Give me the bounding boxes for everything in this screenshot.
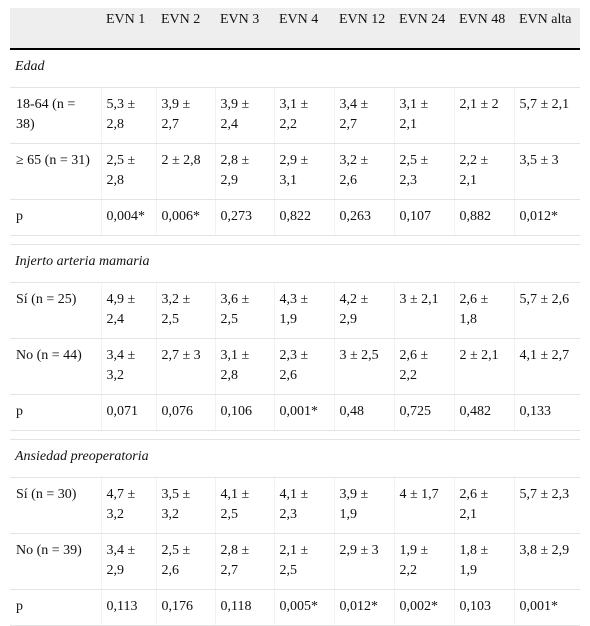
table-cell: 0,118 xyxy=(215,590,274,626)
table-cell: 3,1 ± 2,8 xyxy=(215,339,274,395)
table-cell: 5,7 ± 2,1 xyxy=(514,88,580,144)
section-title: Edad xyxy=(10,49,580,88)
table-cell: 2,7 ± 3 xyxy=(156,339,215,395)
table-cell: 2,3 ± 2,6 xyxy=(274,339,334,395)
table-cell: 1,9 ± 2,2 xyxy=(394,534,454,590)
row-label: Sí (n = 25) xyxy=(10,283,101,339)
table-cell: 2 ± 2,8 xyxy=(156,144,215,200)
table-header xyxy=(10,8,580,49)
table-cell: 0,002* xyxy=(394,590,454,626)
row-label: p xyxy=(10,590,101,626)
table-cell: 0,107 xyxy=(394,200,454,236)
table-cell: 5,3 ± 2,8 xyxy=(101,88,156,144)
table-cell: 0,263 xyxy=(334,200,394,236)
table-row xyxy=(10,144,580,200)
section-title: Ansiedad preoperatoria xyxy=(10,440,580,478)
table-cell: 4,1 ± 2,3 xyxy=(274,478,334,534)
table-cell: 4,7 ± 3,2 xyxy=(101,478,156,534)
row-label: 18-64 (n = 38) xyxy=(10,88,101,144)
table-row xyxy=(10,590,580,626)
table-cell: 2,6 ± 2,2 xyxy=(394,339,454,395)
table-row xyxy=(10,200,580,236)
row-label: No (n = 44) xyxy=(10,339,101,395)
table-cell: 2,5 ± 2,8 xyxy=(101,144,156,200)
table-cell: 3,4 ± 3,2 xyxy=(101,339,156,395)
table-cell: 0,133 xyxy=(514,395,580,431)
header-cell: EVN 3 xyxy=(215,8,274,49)
spacer-cell xyxy=(10,431,580,440)
header-row xyxy=(10,8,580,49)
table-cell: 3,2 ± 2,5 xyxy=(156,283,215,339)
table-cell: 0,113 xyxy=(101,590,156,626)
table-row xyxy=(10,395,580,431)
table-cell: 2,9 ± 3,1 xyxy=(274,144,334,200)
header-cell: EVN 24 xyxy=(394,8,454,49)
table-cell: 0,725 xyxy=(394,395,454,431)
table-cell: 3,6 ± 2,5 xyxy=(215,283,274,339)
table-cell: 0,176 xyxy=(156,590,215,626)
table-cell: 0,012* xyxy=(514,200,580,236)
table-cell: 0,822 xyxy=(274,200,334,236)
table-cell: 2 ± 2,1 xyxy=(454,339,514,395)
table-cell: 0,004* xyxy=(101,200,156,236)
table-cell: 0,076 xyxy=(156,395,215,431)
header-cell: EVN 4 xyxy=(274,8,334,49)
table-cell: 3,4 ± 2,9 xyxy=(101,534,156,590)
table-cell: 2,9 ± 3 xyxy=(334,534,394,590)
table-cell: 0,012* xyxy=(334,590,394,626)
header-cell: EVN alta xyxy=(514,8,580,49)
table-cell: 0,273 xyxy=(215,200,274,236)
section-header-row xyxy=(10,440,580,478)
row-label: p xyxy=(10,200,101,236)
table-cell: 3,4 ± 2,7 xyxy=(334,88,394,144)
table-row xyxy=(10,283,580,339)
table-cell: 0,006* xyxy=(156,200,215,236)
section-header-row xyxy=(10,49,580,88)
header-cell: EVN 2 xyxy=(156,8,215,49)
spacer-cell xyxy=(10,236,580,245)
table-cell: 0,482 xyxy=(454,395,514,431)
table-cell: 3,1 ± 2,1 xyxy=(394,88,454,144)
table-cell: 2,8 ± 2,7 xyxy=(215,534,274,590)
table-cell: 3 ± 2,1 xyxy=(394,283,454,339)
table-cell: 2,2 ± 2,1 xyxy=(454,144,514,200)
row-label: p xyxy=(10,395,101,431)
table-cell: 0,071 xyxy=(101,395,156,431)
table-cell: 0,48 xyxy=(334,395,394,431)
table-cell: 3,8 ± 2,9 xyxy=(514,534,580,590)
section-spacer xyxy=(10,236,580,245)
header-cell: EVN 12 xyxy=(334,8,394,49)
table-cell: 5,7 ± 2,3 xyxy=(514,478,580,534)
table-cell: 5,7 ± 2,6 xyxy=(514,283,580,339)
results-table xyxy=(10,8,580,626)
table-row xyxy=(10,339,580,395)
table-cell: 0,106 xyxy=(215,395,274,431)
table-cell: 4 ± 1,7 xyxy=(394,478,454,534)
row-label: ≥ 65 (n = 31) xyxy=(10,144,101,200)
section-title: Injerto arteria mamaria xyxy=(10,245,580,283)
table-cell: 3,2 ± 2,6 xyxy=(334,144,394,200)
table-cell: 3,9 ± 2,7 xyxy=(156,88,215,144)
table-cell: 0,103 xyxy=(454,590,514,626)
table-row xyxy=(10,478,580,534)
header-cell-row-label xyxy=(10,8,101,49)
table-cell: 2,8 ± 2,9 xyxy=(215,144,274,200)
table-cell: 3,9 ± 2,4 xyxy=(215,88,274,144)
table-cell: 2,1 ± 2,5 xyxy=(274,534,334,590)
table-row xyxy=(10,534,580,590)
table-cell: 0,005* xyxy=(274,590,334,626)
table-cell: 3 ± 2,5 xyxy=(334,339,394,395)
table-cell: 3,5 ± 3,2 xyxy=(156,478,215,534)
table-cell: 1,8 ± 1,9 xyxy=(454,534,514,590)
table-cell: 2,6 ± 2,1 xyxy=(454,478,514,534)
table-cell: 0,001* xyxy=(274,395,334,431)
table-cell: 3,5 ± 3 xyxy=(514,144,580,200)
header-cell: EVN 1 xyxy=(101,8,156,49)
table-row xyxy=(10,88,580,144)
table-cell: 4,1 ± 2,5 xyxy=(215,478,274,534)
results-table-container xyxy=(10,8,580,626)
section-spacer xyxy=(10,431,580,440)
table-cell: 4,3 ± 1,9 xyxy=(274,283,334,339)
table-body xyxy=(10,49,580,626)
table-cell: 3,9 ± 1,9 xyxy=(334,478,394,534)
table-cell: 0,882 xyxy=(454,200,514,236)
table-cell: 2,5 ± 2,3 xyxy=(394,144,454,200)
table-cell: 2,6 ± 1,8 xyxy=(454,283,514,339)
table-cell: 2,5 ± 2,6 xyxy=(156,534,215,590)
table-cell: 4,2 ± 2,9 xyxy=(334,283,394,339)
row-label: Sí (n = 30) xyxy=(10,478,101,534)
table-cell: 4,9 ± 2,4 xyxy=(101,283,156,339)
table-cell: 0,001* xyxy=(514,590,580,626)
row-label: No (n = 39) xyxy=(10,534,101,590)
section-header-row xyxy=(10,245,580,283)
table-cell: 2,1 ± 2 xyxy=(454,88,514,144)
header-cell: EVN 48 xyxy=(454,8,514,49)
table-cell: 3,1 ± 2,2 xyxy=(274,88,334,144)
table-cell: 4,1 ± 2,7 xyxy=(514,339,580,395)
